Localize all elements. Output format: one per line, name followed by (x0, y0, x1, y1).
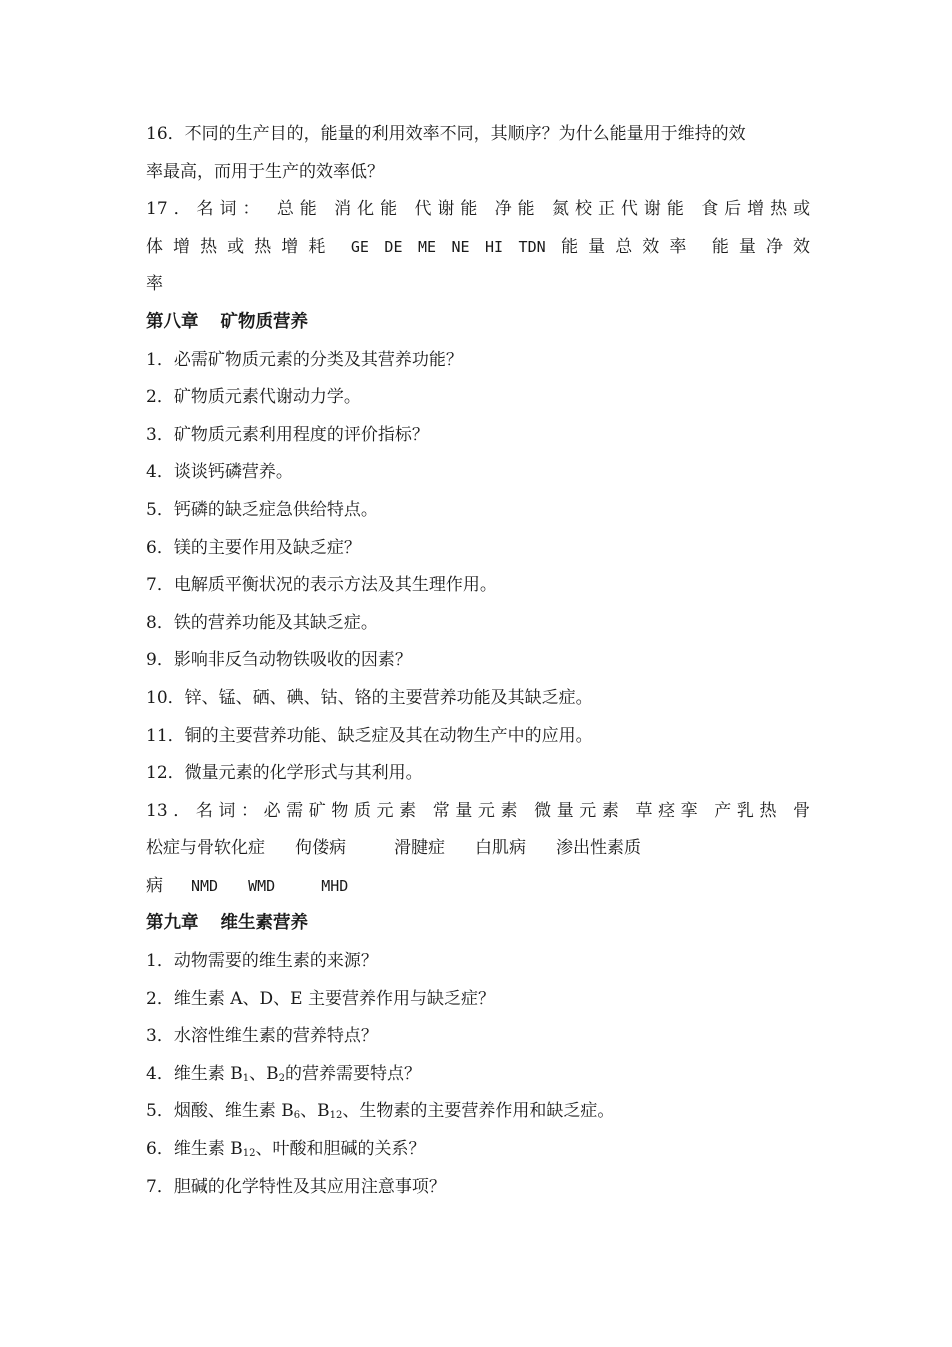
term: 常量元素 (432, 800, 524, 821)
abbreviation: HI (485, 237, 504, 256)
term: 佝偻病 (295, 838, 346, 859)
chapter-8-heading (146, 304, 810, 342)
question-13-line-1 (146, 793, 810, 831)
list-item: 10．锌、锰、硒、碘、钴、铬的主要营养功能及其缺乏症。 (146, 687, 593, 708)
list-item: 1．动物需要的维生素的来源？ (146, 951, 378, 972)
term: 病 (146, 875, 163, 896)
list-item: 9．影响非反刍动物铁吸收的因素？ (146, 650, 412, 671)
question-17-prefix: 17．名词： (146, 199, 266, 220)
document-page (146, 116, 810, 1206)
subscript: 2 (278, 1072, 285, 1084)
list-item (146, 1056, 810, 1094)
term: 氮校正代谢能 (552, 199, 690, 220)
abbreviation: WMD (248, 876, 276, 895)
term: 体增热或热增耗 (146, 236, 336, 257)
question-17-line-2 (146, 229, 810, 267)
list-item (146, 1093, 810, 1131)
list-item: 3．水溶性维生素的营养特点？ (146, 1026, 378, 1047)
term: 13．名词：必需矿物质元素 (146, 800, 422, 821)
subscript: 12 (329, 1110, 343, 1122)
list-item: 1．必需矿物质元素的分类及其营养功能？ (146, 349, 463, 370)
list-item: 3．矿物质元素利用程度的评价指标？ (146, 424, 429, 445)
term: 消化能 (334, 199, 404, 220)
chapter-title: 矿物质营养 (220, 311, 308, 332)
term: 滑腱症 (394, 838, 445, 859)
text-segment: 的营养需要特点？ (284, 1063, 421, 1084)
term: 骨 (793, 800, 811, 821)
text-segment: 5．烟酸、维生素 B (146, 1101, 294, 1122)
list-item: 5．钙磷的缺乏症急供给特点。 (146, 499, 378, 520)
text-segment: 、B (300, 1101, 330, 1122)
text-segment: 、生物素的主要营养作用和缺乏症。 (342, 1101, 615, 1122)
question-17-line-3: 率 (146, 274, 163, 295)
abbreviation: TDN (518, 237, 546, 256)
term: 能量总效率 (561, 236, 697, 257)
term: 净能 (494, 199, 541, 220)
subscript: 12 (242, 1148, 256, 1160)
list-item: 12．微量元素的化学形式与其利用。 (146, 763, 423, 784)
text-segment: 4．维生素 B (146, 1063, 243, 1084)
list-item: 4．谈谈钙磷营养。 (146, 462, 293, 483)
chapter-title: 维生素营养 (220, 913, 308, 934)
term: 能量净效 (711, 236, 811, 257)
question-16-line-1: 16．不同的生产目的，能量的利用效率不同，其顺序？为什么能量用于维持的效 (146, 124, 746, 144)
term: 代谢能 (414, 199, 484, 220)
abbreviation: DE (384, 237, 403, 256)
term: 草痉挛 (635, 800, 704, 821)
question-17-line-1 (146, 191, 810, 229)
abbreviation: NE (451, 237, 470, 256)
list-item: 11．铜的主要营养功能、缺乏症及其在动物生产中的应用。 (146, 725, 593, 746)
chapter-number: 第九章 (146, 913, 199, 934)
term: 渗出性素质 (556, 838, 641, 859)
subscript: 6 (293, 1110, 301, 1122)
list-item: 6．镁的主要作用及缺乏症？ (146, 537, 361, 558)
list-item: 2．维生素 A、D、E 主要营养作用与缺乏症？ (146, 988, 495, 1009)
list-item: 2．矿物质元素代谢动力学。 (146, 387, 361, 408)
term: 食后增热或 (701, 199, 811, 220)
abbreviation: NMD (191, 876, 219, 895)
term: 松症与骨软化症 (146, 838, 265, 859)
chapter-9-heading (146, 905, 810, 943)
term: 白肌病 (475, 838, 526, 859)
subscript: 1 (242, 1072, 250, 1084)
term: 产乳热 (714, 800, 783, 821)
abbreviation: MHD (321, 876, 349, 895)
question-13-line-2 (146, 830, 810, 868)
text-segment: 6．维生素 B (146, 1139, 243, 1160)
term: 总能 (276, 199, 323, 220)
term: 微量元素 (534, 800, 625, 821)
abbreviation: GE (350, 237, 369, 256)
question-13-line-3 (146, 868, 810, 906)
list-item (146, 1131, 810, 1169)
list-item: 7．电解质平衡状况的表示方法及其生理作用。 (146, 575, 497, 596)
abbreviation: ME (417, 237, 437, 256)
list-item: 8．铁的营养功能及其缺乏症。 (146, 612, 378, 633)
text-segment: 、B (249, 1063, 279, 1084)
chapter-number: 第八章 (146, 311, 199, 332)
list-item: 7．胆碱的化学特性及其应用注意事项？ (146, 1176, 446, 1197)
text-segment: 、叶酸和胆碱的关系？ (255, 1139, 426, 1160)
question-16-line-2: 率最高，而用于生产的效率低？ (146, 161, 384, 182)
